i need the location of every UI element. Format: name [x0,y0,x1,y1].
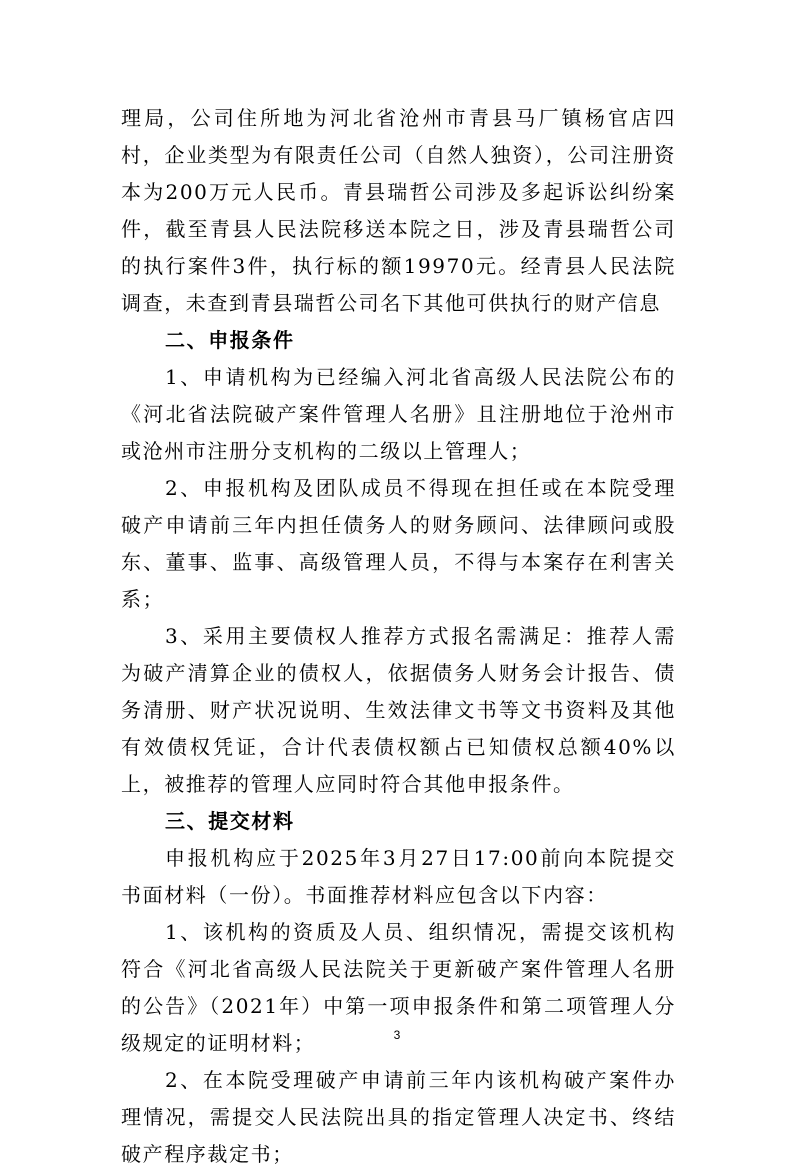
paragraph-condition-2: 2、申报机构及团队成员不得现在担任或在本院受理破产申请前三年内担任债务人的财务顾问、法律顾问或股东、董事、监事、高级管理人员，不得与本案存在利害关系； [121,476,676,611]
document-body [121,100,676,1173]
paragraph-submission-deadline: 申报机构应于2025年3月27日17:00前向本院提交书面材料（一份）。书面推荐材料应包含以下内容： [121,846,676,907]
paragraph-material-1: 1、该机构的资质及人员、组织情况，需提交该机构符合《河北省高级人民法院关于更新破产案件管理人名册的公告》（2021年）中第一项申报条件和第二项管理人分级规定的证明材料； [121,920,676,1055]
paragraph-material-2: 2、在本院受理破产申请前三年内该机构破产案件办理情况，需提交人民法院出具的指定管理人决定书、终结破产程序裁定书； [121,1068,676,1166]
paragraph-condition-3: 3、采用主要债权人推荐方式报名需满足：推荐人需为破产清算企业的债权人，依据债务人财务会计报告、债务清册、财产状况说明、生效法律文书等文书资料及其他有效债权凭证，合计代表债权额占已知债权总额40%以上，被推荐的管理人应同时符合其他申报条件。 [121,624,676,796]
paragraph-condition-1: 1、申请机构为已经编入河北省高级人民法院公布的《河北省法院破产案件管理人名册》且注册地位于沧州市或沧州市注册分支机构的二级以上管理人； [121,365,676,463]
section-heading-application-conditions: 二、申报条件 [165,328,295,352]
paragraph-company-info: 理局，公司住所地为河北省沧州市青县马厂镇杨官店四村，企业类型为有限责任公司（自然人独资），公司注册资本为200万元人民币。青县瑞哲公司涉及多起诉讼纠纷案件，截至青县人民法院移送本院之日，涉及青县瑞哲公司的执行案件3件，执行标的额19970元。经青县人民法院调查，未查到青县瑞哲公司名下其他可供执行的财产信息 [121,106,676,315]
page-number: 3 [393,1028,401,1042]
section-heading-submission-materials: 三、提交材料 [165,809,295,833]
